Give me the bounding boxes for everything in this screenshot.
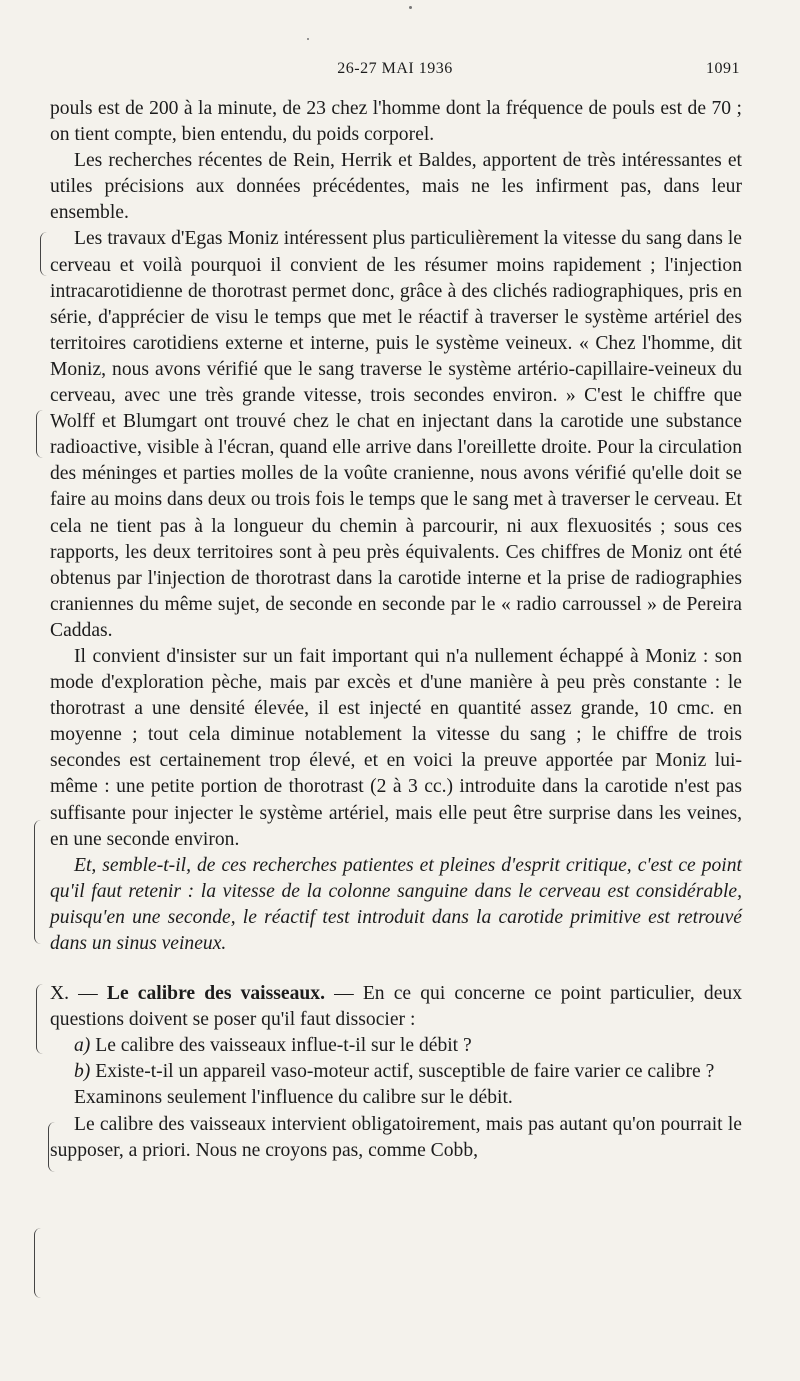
margin-bracket	[40, 232, 47, 276]
section-number: X. —	[50, 983, 107, 1005]
section-intro: — En ce qui concerne ce point particulier, deux questions doivent se poser qu'il faut dissocier :	[50, 983, 742, 1031]
page-number: 1091	[706, 60, 740, 77]
body-paragraph: Il convient d'insister sur un fait important qui n'a nullement échappé à Moniz : son mode d'exploration pèche, mais par excès et d'une manière à peu près constante : le thorotrast a une densité élevée, il est injecté en quantité assez grande, 10 cmc. en moyenne ; tout cela diminue notablement la vitesse du sang ; le chiffre de trois secondes est certainement trop élevé, et en voici la preuve apportée par Moniz lui-même : une petite portion de thorotrast (2 à 3 cc.) introduite dans la carotide n'est pas suffisante pour injecter le système artériel, mais elle peut être surprise dans les veines, en une seconde environ.	[50, 645, 742, 850]
body-paragraph: Examinons seulement l'influence du calibre sur le débit.	[74, 1087, 513, 1109]
body-paragraph: pouls est de 200 à la minute, de 23 chez l'homme dont la fréquence de pouls est de 70 ; on tient compte, bien entendu, du poids corporel.	[50, 98, 742, 146]
question-item	[50, 1059, 742, 1085]
item-text: Le calibre des vaisseaux influe-t-il sur le débit ?	[90, 1035, 472, 1057]
print-speck	[409, 6, 412, 9]
margin-bracket	[36, 984, 43, 1054]
item-label: a)	[74, 1035, 91, 1057]
body-paragraph: Les travaux d'Egas Moniz intéressent plus particulièrement la vitesse du sang dans le cerveau et voilà pourquoi il convient de les résumer moins rapidement ; l'injection intracarotidienne de thorotrast permet donc, grâce à des clichés radiographiques, pris en série, d'apprécier de visu le temps que met le réactif à traverser le système artériel des territoires carotidiens externe et interne, puis le système veineux. « Chez l'homme, dit Moniz, nous avons vérifié que le sang traverse le système artério-capillaire-veineux du cerveau, avec une très grande vitesse, trois secondes environ. » C'est le chiffre que Wolff et Blumgart ont trouvé chez le chat en injectant dans la carotide une substance radioactive, visible à l'écran, quand elle arrive dans l'oreillette droite. Pour la circulation des méninges et parties molles de la voûte cranienne, nous avons vérifié qu'elle doit se faire au moins dans deux ou trois fois le temps que le sang met à traverser le cerveau. Et cela ne tient pas à la longueur du chemin à parcourir, ni aux flexuosités ; sous ces rapports, les deux territoires sont à peu près équivalents. Ces chiffres de Moniz ont été obtenus par l'injection de thorotrast dans la carotide interne et la prise de radiographies craniennes du même sujet, de seconde en seconde par le « radio carroussel » de Pereira Caddas.	[50, 228, 742, 641]
item-label: b)	[74, 1061, 91, 1083]
item-text: Existe-t-il un appareil vaso-moteur actif, susceptible de faire varier ce calibre ?	[90, 1061, 715, 1083]
section-title: Le calibre des vaisseaux.	[106, 983, 325, 1005]
section-heading	[50, 981, 742, 1033]
question-item	[50, 1033, 742, 1059]
margin-bracket	[34, 1228, 41, 1298]
running-header	[50, 60, 740, 84]
margin-bracket	[34, 820, 41, 944]
article-body	[50, 96, 742, 1164]
body-paragraph: Le calibre des vaisseaux intervient obligatoirement, mais pas autant qu'on pourrait le supposer, a priori. Nous ne croyons pas, comme Cobb,	[50, 1113, 742, 1161]
body-paragraph: Les recherches récentes de Rein, Herrik et Baldes, apportent de très intéressantes et utiles précisions aux données précédentes, mais ne les infirment pas, dans leur ensemble.	[50, 150, 742, 224]
header-date: 26-27 MAI 1936	[337, 60, 453, 77]
print-speck	[307, 38, 309, 40]
italic-conclusion: Et, semble-t-il, de ces recherches patientes et pleines d'esprit critique, c'est ce point qu'il faut retenir : la vitesse de la colonne sanguine dans le cerveau est considérable, puisqu'en une seconde, le réactif test introduit dans la carotide primitive est retrouvé dans un sinus veineux.	[50, 854, 742, 954]
margin-bracket	[36, 410, 43, 458]
